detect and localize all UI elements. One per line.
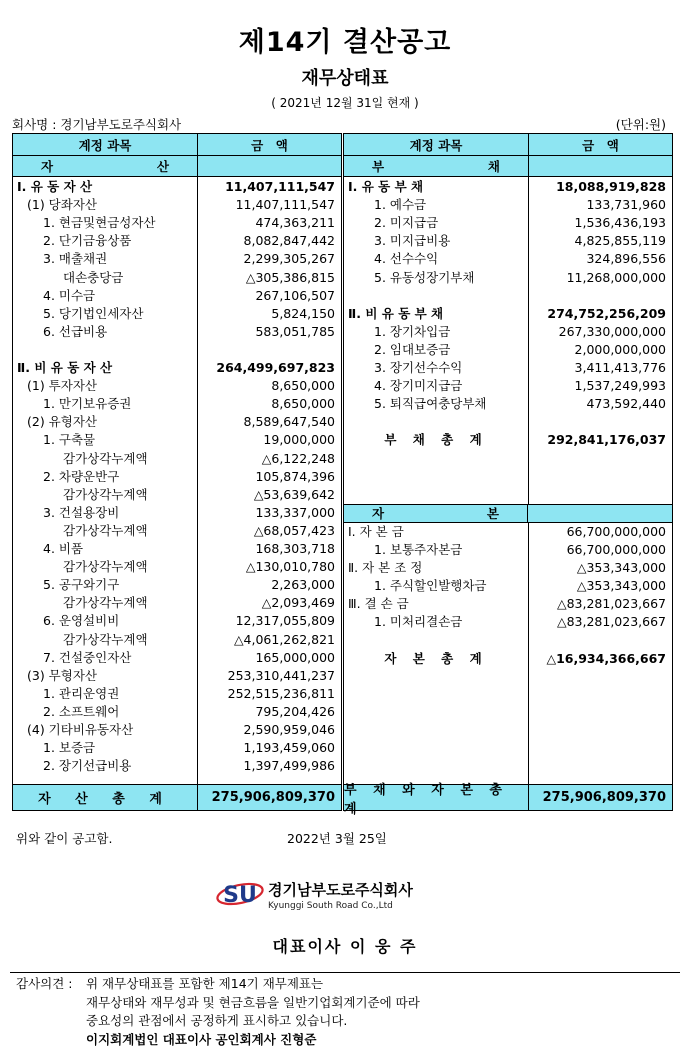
account-label: 5. 공구와기구 [43,577,120,593]
account-label: 4. 미수금 [43,287,96,303]
table-row [13,576,341,594]
table-row [13,504,341,522]
liabilities-body [344,176,672,785]
account-label: Ⅰ. 자 본 금 [348,523,404,539]
liabilities-table [343,133,673,817]
account-label: 1. 보통주자본금 [374,541,463,557]
table-row [13,359,341,377]
section-label-a: 자 [41,159,54,174]
table-row [344,250,672,268]
table-row [13,631,341,649]
account-label: 1. 예수금 [374,197,427,213]
table-row [13,305,341,323]
account-label: 자 본 총 계 [384,650,488,666]
table-row [13,431,341,449]
notice-date: 2022년 3월 25일 [287,831,387,846]
account-label: 2. 단기금융상품 [43,233,132,249]
account-label: 2. 임대보증금 [374,341,451,357]
table-row [13,214,341,232]
section-label-b: 산 [156,159,169,174]
table-row [13,178,341,196]
account-label: 4. 장기미지급금 [374,378,463,394]
section-label-a: 자 [372,506,385,522]
account-amount: 583,051,785 [255,323,335,339]
account-label: 7. 건설중인자산 [43,649,132,665]
account-amount: 274,752,256,209 [547,305,666,321]
account-label: 4. 선수수익 [374,251,439,267]
account-amount: 8,589,647,540 [243,414,335,430]
total-value: 275,906,809,370 [542,790,666,805]
account-label: 1. 만기보유증권 [43,396,132,412]
table-row [344,541,672,559]
table-row [13,287,341,305]
page-title: 제14기 결산공고 [238,27,452,58]
table-row [344,631,672,649]
table-row [13,612,341,630]
liabilities-equity-total-row [344,782,672,817]
unit-label: (단위:원) [615,117,666,132]
table-row [13,269,341,287]
assets-body [13,176,341,785]
assets-table [12,133,342,811]
table-row [13,558,341,576]
account-amount: △4,061,262,821 [233,631,335,647]
table-row [13,667,341,685]
report-date: ( 2021년 12월 31일 현재 ) [271,96,419,110]
table-row [344,377,672,395]
account-label: 1. 현금및현금성자산 [43,215,156,231]
table-row [13,721,341,739]
section-label-b: 채 [487,159,500,174]
table-row [13,377,341,395]
account-amount: △68,057,423 [253,522,335,538]
account-label: 3. 미지급비용 [374,233,451,249]
account-label: 3. 장기선수수익 [374,360,463,375]
account-label: 감가상각누계액 [63,450,148,466]
table-row [13,685,341,703]
account-amount: 2,590,959,046 [243,722,335,737]
divider [10,972,680,973]
account-label: (1) 당좌자산 [27,197,97,213]
assets-total-row [13,784,341,810]
account-amount: △53,639,642 [253,486,335,502]
account-amount: △16,934,366,667 [546,650,666,666]
account-amount: 264,499,697,823 [216,360,335,375]
table-row [13,323,341,341]
table-row [344,595,672,613]
logo-company-name: 경기남부도로주식회사 [268,881,413,899]
account-amount: 1,536,436,193 [574,215,666,231]
col-amount: 금 액 [582,137,619,153]
account-amount: △2,093,469 [261,595,335,611]
ceo-signature: 대표이사 이 웅 주 [272,937,418,956]
account-label: 2. 장기선급비용 [43,758,132,774]
account-amount: 252,515,236,811 [227,685,335,701]
table-row [344,413,672,431]
table-row [344,577,672,595]
account-label: Ⅰ. 유 동 자 산 [17,179,93,194]
account-label: (3) 무형자산 [27,667,97,683]
liabilities-header [344,134,672,156]
account-label: 부 채 총 계 [384,432,488,448]
account-label: 대손충당금 [63,269,124,285]
table-row [344,341,672,359]
table-row [13,413,341,431]
account-label: 4. 비품 [43,541,84,556]
account-label: 감가상각누계액 [63,522,148,538]
total-label: 부 채 와 자 본 총 계 [344,785,529,810]
account-amount: 8,650,000 [271,378,335,394]
logo-company-name-en: Kyunggi South Road Co.,Ltd [268,901,393,911]
audit-line-3: 중요성의 관점에서 공정하게 표시하고 있습니다. [86,1013,348,1028]
total-value: 275,906,809,370 [211,790,335,805]
table-row [13,250,341,268]
account-amount: 474,363,211 [255,215,335,231]
account-amount: 12,317,055,809 [235,613,335,629]
account-amount: △305,386,815 [245,269,335,285]
liabilities-section-header [344,156,672,177]
account-amount: 253,310,441,237 [227,667,335,683]
account-amount: △83,281,023,667 [556,596,666,612]
table-row [13,757,341,775]
account-amount: 11,407,111,547 [225,179,335,194]
account-label: 2. 소프트웨어 [43,703,120,719]
audit-line-2: 재무상태와 재무성과 및 현금흐름을 일반기업회계기준에 따라 [86,994,420,1010]
account-amount: 267,106,507 [255,287,335,303]
account-label: (1) 투자자산 [27,378,97,394]
account-label: 2. 차량운반구 [43,468,120,484]
table-row [344,613,672,631]
table-row [344,523,672,541]
account-amount: 66,700,000,000 [566,541,666,557]
account-amount: 8,082,847,442 [243,233,335,249]
account-amount: 133,337,000 [255,504,335,520]
table-row [344,559,672,577]
account-amount: 11,407,111,547 [235,197,335,213]
account-label: 1. 장기차입금 [374,323,451,339]
table-row [344,196,672,214]
account-label: 5. 퇴직급여충당부채 [374,396,487,412]
account-amount: △130,010,780 [245,559,335,575]
account-label: 5. 유동성장기부채 [374,269,475,285]
account-amount: 1,397,499,986 [243,758,335,774]
notice-text: 위와 같이 공고함. [16,831,113,846]
account-label: Ⅲ. 결 손 금 [348,596,409,612]
audit-line-1: 위 재무상태표를 포함한 제14기 재무제표는 [86,976,324,991]
table-row [344,232,672,250]
table-row [13,341,341,359]
account-amount: 473,592,440 [586,396,666,412]
account-label: 1. 관리운영권 [43,685,120,701]
account-label: 감가상각누계액 [63,486,148,502]
total-label: 자 산 총 계 [13,785,198,810]
account-amount: 11,268,000,000 [566,269,666,285]
col-account: 계정 과목 [344,134,529,155]
table-row [13,703,341,721]
account-label: (4) 기타비유동자산 [27,722,134,737]
account-label: 6. 선급비용 [43,323,108,339]
account-label: 1. 미처리결손금 [374,614,463,630]
table-row [344,323,672,341]
account-amount: 2,299,305,267 [243,251,335,267]
assets-section-header [13,156,341,177]
account-label: Ⅰ. 유 동 부 채 [348,179,424,194]
account-label: 감가상각누계액 [63,595,148,611]
account-label: 감가상각누계액 [63,631,148,647]
account-amount: 18,088,919,828 [556,179,666,194]
account-amount: △353,343,000 [576,560,666,575]
table-row [13,739,341,757]
audit-opinion [16,975,420,1049]
svg-text:SU: SU [223,883,257,908]
company-logo-icon [215,876,265,912]
company-name: 회사명 : 경기남부도로주식회사 [12,117,182,132]
account-amount: 3,411,413,776 [574,360,666,375]
account-amount: 2,263,000 [271,577,335,593]
account-amount: 19,000,000 [263,432,335,448]
account-amount: 133,731,960 [586,197,666,213]
table-row [344,214,672,232]
account-label: 1. 주식할인발행차금 [374,578,487,594]
account-amount: 66,700,000,000 [566,523,666,539]
account-amount: 1,193,459,060 [243,740,335,756]
account-amount: 267,330,000,000 [558,323,666,339]
table-row [13,540,341,558]
table-row [344,305,672,323]
account-amount: 4,825,855,119 [574,233,666,249]
account-label: (2) 유형자산 [27,414,97,430]
table-row [13,594,341,612]
table-row [344,359,672,377]
account-amount: 324,896,556 [586,251,666,267]
assets-header [13,134,341,156]
account-amount: 795,204,426 [255,703,335,719]
table-row [13,450,341,468]
section-label-a: 부 [372,159,385,174]
table-row [344,287,672,305]
account-amount: 2,000,000,000 [574,341,666,357]
table-row [13,468,341,486]
account-label: Ⅱ. 자 본 조 정 [348,560,423,575]
page-subtitle: 재무상태표 [301,68,389,89]
table-row [13,522,341,540]
account-amount: △6,122,248 [261,450,335,466]
table-row [344,431,672,449]
table-row [344,650,672,668]
col-amount: 금 액 [251,137,288,153]
audit-label: 감사의견 : [16,976,73,991]
account-amount: △353,343,000 [576,578,666,594]
equity-section-header [344,504,672,523]
account-amount: 292,841,176,037 [547,432,666,448]
table-row [344,395,672,413]
table-row [344,269,672,287]
account-label: 6. 운영설비비 [43,613,120,629]
table-row [13,486,341,504]
account-amount: 5,824,150 [271,305,335,321]
account-label: 3. 매출채권 [43,251,108,267]
account-amount: 1,537,249,993 [574,378,666,394]
table-row [344,178,672,196]
account-amount: 168,303,718 [255,541,335,556]
account-amount: 165,000,000 [255,649,335,665]
col-account: 계정 과목 [13,134,198,155]
account-label: 1. 보증금 [43,740,96,756]
account-amount: 8,650,000 [271,396,335,412]
account-label: 5. 당기법인세자산 [43,305,144,321]
account-label: 2. 미지급금 [374,215,439,231]
table-row [13,232,341,250]
audit-signer: 이지회계법인 대표이사 공인회계사 진형준 [86,1031,317,1047]
section-label-b: 본 [486,506,499,522]
table-row [13,649,341,667]
account-label: 3. 건설용장비 [43,504,120,520]
account-label: 감가상각누계액 [63,559,148,575]
account-label: Ⅱ. 비 유 동 자 산 [17,360,113,375]
account-amount: 105,874,396 [255,468,335,484]
table-row [13,196,341,214]
account-amount: △83,281,023,667 [556,614,666,630]
table-row [13,395,341,413]
account-label: Ⅱ. 비 유 동 부 채 [348,305,444,321]
account-label: 1. 구축물 [43,432,96,448]
